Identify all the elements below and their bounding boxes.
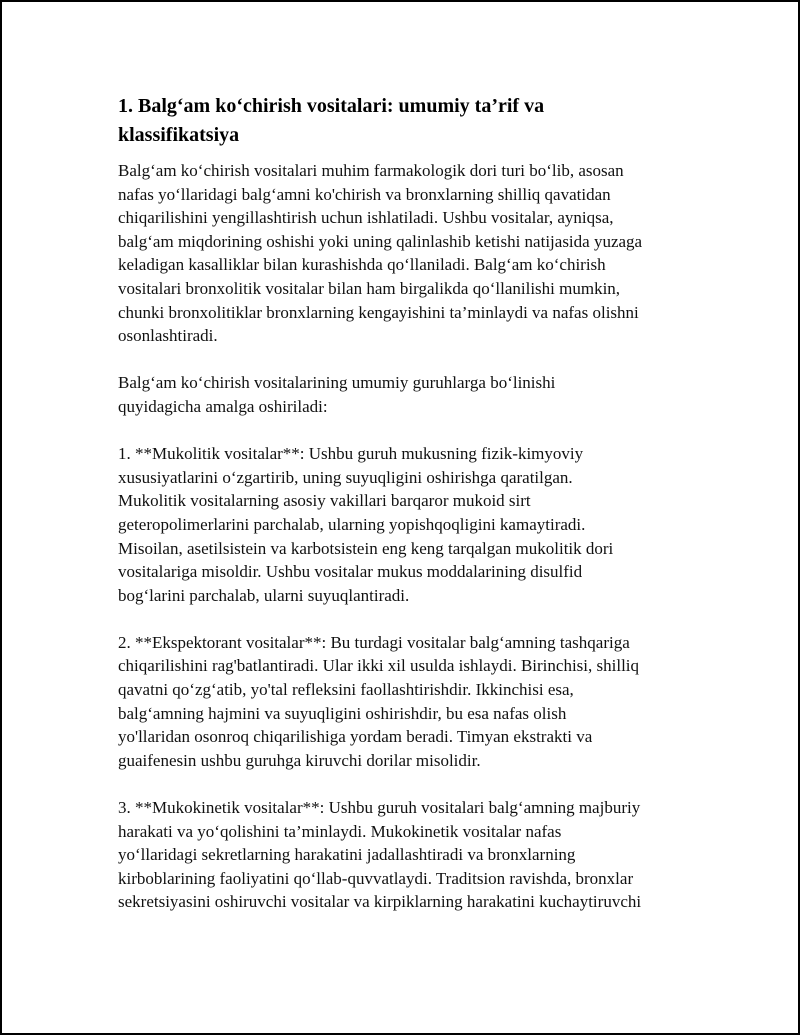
paragraph-groups-intro [118, 371, 688, 418]
text-line: nafas yo‘llaridagi balg‘amni ko'chirish va bronxlarning shilliq qavatidan [118, 184, 611, 204]
text-line: quyidagicha amalga oshiriladi: [118, 396, 328, 416]
text-line: osonlashtiradi. [118, 326, 218, 346]
text-line: yo'llaridan osonroq chiqarilishiga yordam beradi. Timyan ekstrakti va [118, 727, 593, 747]
text-line: chiqarilishini yengillashtirish uchun ishlatiladi. Ushbu vositalar, ayniqsa, [118, 208, 614, 228]
text-line: vositalari bronxolitik vositalar bilan ham birgalikda qo‘llanilishi mumkin, [118, 278, 621, 298]
text-line: balg‘am miqdorining oshishi yoki uning qalinlashib ketishi natijasida yuzaga [118, 231, 643, 251]
text-line: Mukolitik vositalarning asosiy vakillari barqaror mukoid sirt [118, 491, 531, 511]
text-line: 1. **Mukolitik vositalar**: Ushbu guruh mukusning fizik-kimyoviy [118, 444, 584, 464]
heading-line: 1. Balg‘am ko‘chirish vositalari: umumiy ta’rif va [118, 95, 545, 117]
paragraph-mucokinetic [118, 796, 688, 914]
text-line: kirboblarining faoliyatini qo‘llab-quvvatlaydi. Traditsion ravishda, bronxlar [118, 868, 634, 888]
text-line: keladigan kasalliklar bilan kurashishda qo‘llaniladi. Balg‘am ko‘chirish [118, 255, 606, 275]
paragraph-mucolytic [118, 442, 688, 607]
section-heading [118, 92, 688, 150]
text-line: Misoilan, asetilsistein va karbotsistein eng keng tarqalgan mukolitik dori [118, 538, 614, 558]
text-line: harakati va yo‘qolishini ta’minlaydi. Mukokinetik vositalar nafas [118, 821, 562, 841]
text-line: sekretsiyasini oshiruvchi vositalar va kirpiklarning harakatini kuchaytiruvchi [118, 892, 642, 912]
paragraph-expectorant [118, 631, 688, 773]
text-line: bog‘larini parchalab, ularni suyuqlantiradi. [118, 585, 410, 605]
text-line: balg‘amning hajmini va suyuqligini oshirishdir, bu esa nafas olish [118, 703, 567, 723]
document-body [118, 92, 688, 938]
text-line: chiqarilishini rag'batlantiradi. Ular ikki xil usulda ishlaydi. Birinchisi, shilliq [118, 656, 640, 676]
text-line: 3. **Mukokinetik vositalar**: Ushbu guruh vositalari balg‘amning majburiy [118, 798, 641, 818]
text-line: yo‘llaridagi sekretlarning harakatini jadallashtiradi va bronxlarning [118, 845, 576, 865]
text-line: guaifenesin ushbu guruhga kiruvchi dorilar misolidir. [118, 750, 481, 770]
heading-line: klassifikatsiya [118, 124, 240, 146]
text-line: vositalariga misoldir. Ushbu vositalar mukus moddalarining disulfid [118, 562, 583, 582]
text-line: geteropolimerlarini parchalab, ularning yopishqoqligini kamaytiradi. [118, 514, 586, 534]
text-line: xususiyatlarini o‘zgartirib, uning suyuqligini oshirishga qaratilgan. [118, 467, 573, 487]
text-line: Balg‘am ko‘chirish vositalarining umumiy guruhlarga bo‘linishi [118, 373, 556, 393]
text-line: qavatni qo‘zg‘atib, yo'tal refleksini faollashtirishdir. Ikkinchisi esa, [118, 680, 574, 700]
paragraph-intro [118, 159, 688, 348]
text-line: 2. **Ekspektorant vositalar**: Bu turdagi vositalar balg‘amning tashqariga [118, 632, 630, 652]
text-line: chunki bronxolitiklar bronxlarning kengayishini ta’minlaydi va nafas olishni [118, 302, 639, 322]
text-line: Balg‘am ko‘chirish vositalari muhim farmakologik dori turi bo‘lib, asosan [118, 161, 624, 180]
